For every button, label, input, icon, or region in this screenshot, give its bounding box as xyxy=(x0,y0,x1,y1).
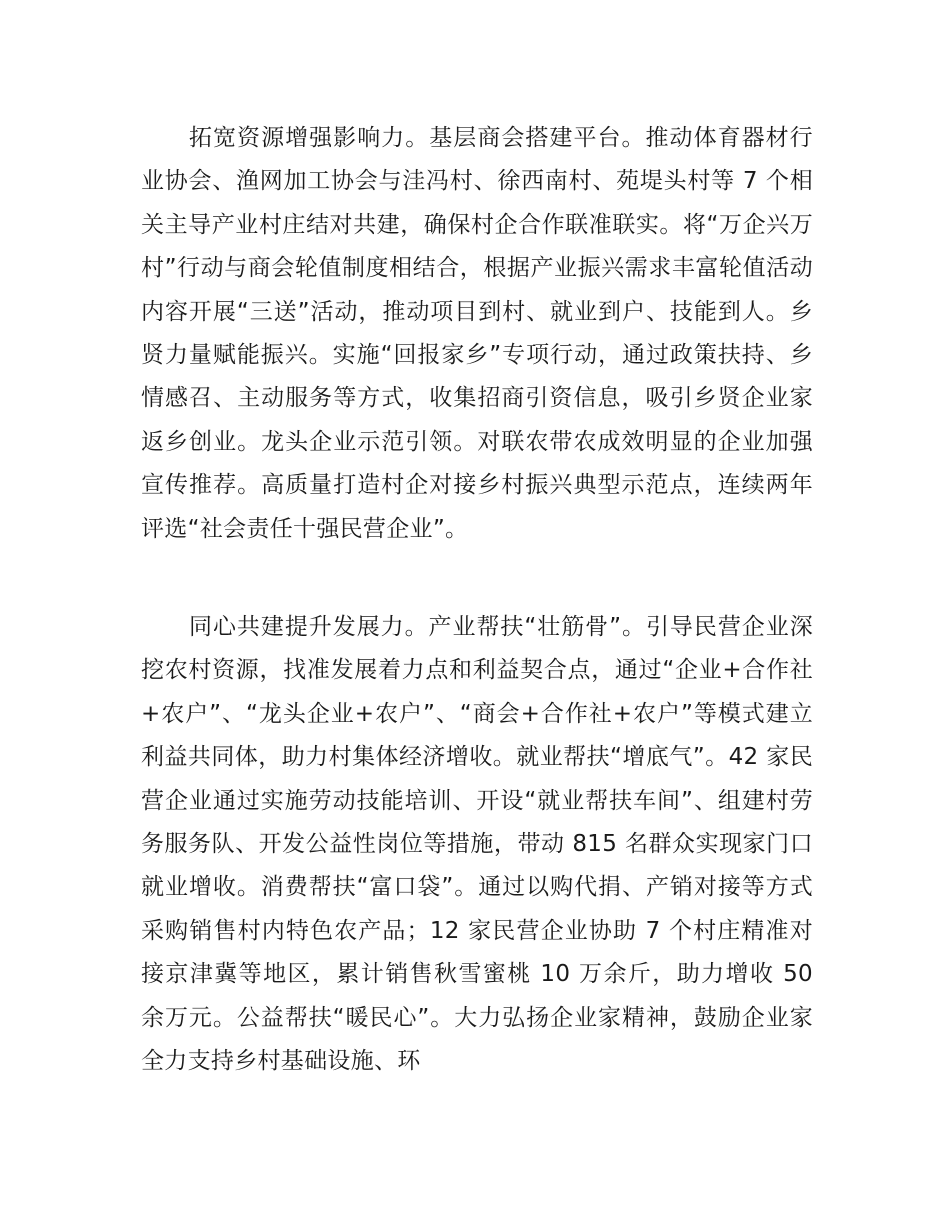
paragraph-co-construction: 同心共建提升发展力。产业帮扶“壮筋骨”。引导民营企业深挖农村资源，找准发展着力点和利益契合点，通过“企业+合作社+农户”、“龙头企业+农户”、“商会+合作社+农户”等模式建立利益共同体，助力村集体经济增收。就业帮扶“增底气”。42 家民营企业通过实施劳动技能培训、开设“就业帮扶车间”、组建村劳务服务队、开发公益性岗位等措施，带动 815 名群众实现家门口就业增收。消费帮扶“富口袋”。通过以购代捐、产销对接等方式采购销售村内特色农产品；12 家民营企业协助 7 个村庄精准对接京津冀等地区，累计销售秋雪蜜桃 10 万余斤，助力增收 50 余万元。公益帮扶“暖民心”。大力弘扬企业家精神，鼓励企业家全力支持乡村基础设施、环 xyxy=(141,614,813,1075)
paragraph-resources: 拓宽资源增强影响力。基层商会搭建平台。推动体育器材行业协会、渔网加工协会与洼冯村、徐西南村、苑堤头村等 7 个相关主导产业村庄结对共建，确保村企合作联准联实。将“万企兴万村”行动与商会轮值制度相结合，根据产业振兴需求丰富轮值活动内容开展“三送”活动，推动项目到村、就业到户、技能到人。乡贤力量赋能振兴。实施“回报家乡”专项行动，通过政策扶持、乡情感召、主动服务等方式，收集招商引资信息，吸引乡贤企业家返乡创业。龙头企业示范引领。对联农带农成效明显的企业加强宣传推荐。高质量打造村企对接乡村振兴典型示范点，连续两年评选“社会责任十强民营企业”。 xyxy=(141,125,813,542)
